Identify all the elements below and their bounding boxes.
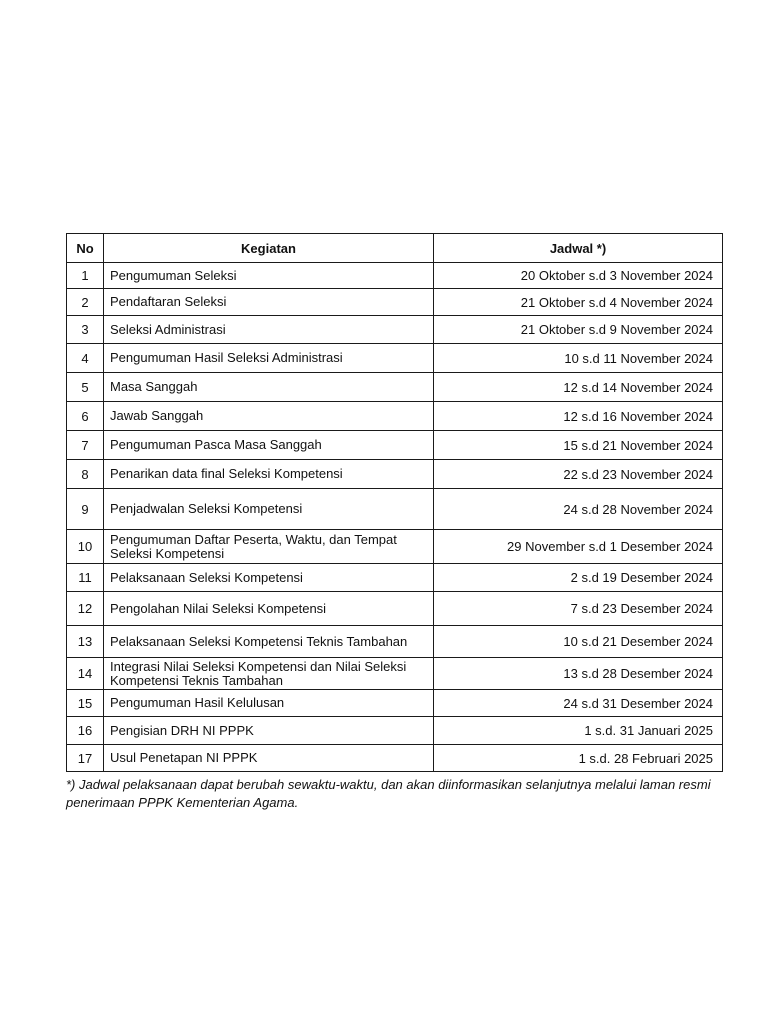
row-kegiatan: Penarikan data final Seleksi Kompetensi <box>104 460 434 489</box>
header-kegiatan: Kegiatan <box>104 234 434 263</box>
row-kegiatan: Pelaksanaan Seleksi Kompetensi Teknis Tambahan <box>104 626 434 658</box>
row-jadwal: 22 s.d 23 November 2024 <box>434 460 723 489</box>
row-kegiatan: Pengumuman Hasil Seleksi Administrasi <box>104 344 434 373</box>
header-no: No <box>67 234 104 263</box>
row-kegiatan: Pengolahan Nilai Seleksi Kompetensi <box>104 592 434 626</box>
row-kegiatan: Pengumuman Daftar Peserta, Waktu, dan Tempat Seleksi Kompetensi <box>104 530 434 564</box>
schedule-table <box>66 233 723 772</box>
table-row <box>67 402 723 431</box>
row-number: 1 <box>67 263 104 289</box>
row-jadwal: 24 s.d 31 Desember 2024 <box>434 690 723 717</box>
table-row <box>67 530 723 564</box>
row-kegiatan: Pengumuman Hasil Kelulusan <box>104 690 434 717</box>
table-row <box>67 373 723 402</box>
table-row <box>67 592 723 626</box>
row-kegiatan: Usul Penetapan NI PPPK <box>104 745 434 772</box>
row-number: 7 <box>67 431 104 460</box>
header-jadwal: Jadwal *) <box>434 234 723 263</box>
row-number: 14 <box>67 658 104 690</box>
row-jadwal: 1 s.d. 28 Februari 2025 <box>434 745 723 772</box>
table-row <box>67 745 723 772</box>
row-kegiatan: Pengisian DRH NI PPPK <box>104 717 434 745</box>
row-kegiatan: Integrasi Nilai Seleksi Kompetensi dan Nilai Seleksi Kompetensi Teknis Tambahan <box>104 658 434 690</box>
row-jadwal: 12 s.d 14 November 2024 <box>434 373 723 402</box>
row-jadwal: 21 Oktober s.d 4 November 2024 <box>434 289 723 316</box>
row-jadwal: 29 November s.d 1 Desember 2024 <box>434 530 723 564</box>
row-kegiatan: Jawab Sanggah <box>104 402 434 431</box>
row-number: 17 <box>67 745 104 772</box>
row-jadwal: 10 s.d 21 Desember 2024 <box>434 626 723 658</box>
table-header-row <box>67 234 723 263</box>
table-row <box>67 316 723 344</box>
row-kegiatan: Pengumuman Seleksi <box>104 263 434 289</box>
row-kegiatan: Pendaftaran Seleksi <box>104 289 434 316</box>
row-jadwal: 20 Oktober s.d 3 November 2024 <box>434 263 723 289</box>
row-jadwal: 21 Oktober s.d 9 November 2024 <box>434 316 723 344</box>
row-number: 4 <box>67 344 104 373</box>
table-row <box>67 690 723 717</box>
table-row <box>67 289 723 316</box>
row-kegiatan: Pengumuman Pasca Masa Sanggah <box>104 431 434 460</box>
row-number: 5 <box>67 373 104 402</box>
row-number: 13 <box>67 626 104 658</box>
row-number: 12 <box>67 592 104 626</box>
row-number: 9 <box>67 489 104 530</box>
table-row <box>67 263 723 289</box>
row-number: 16 <box>67 717 104 745</box>
row-jadwal: 24 s.d 28 November 2024 <box>434 489 723 530</box>
row-jadwal: 15 s.d 21 November 2024 <box>434 431 723 460</box>
table-row <box>67 717 723 745</box>
row-jadwal: 1 s.d. 31 Januari 2025 <box>434 717 723 745</box>
row-number: 15 <box>67 690 104 717</box>
table-row <box>67 431 723 460</box>
table-body <box>67 263 723 772</box>
row-jadwal: 13 s.d 28 Desember 2024 <box>434 658 723 690</box>
row-number: 10 <box>67 530 104 564</box>
row-number: 6 <box>67 402 104 431</box>
row-jadwal: 10 s.d 11 November 2024 <box>434 344 723 373</box>
table-row <box>67 489 723 530</box>
row-kegiatan: Masa Sanggah <box>104 373 434 402</box>
row-jadwal: 12 s.d 16 November 2024 <box>434 402 723 431</box>
row-number: 11 <box>67 564 104 592</box>
table-row <box>67 460 723 489</box>
table-row <box>67 344 723 373</box>
row-jadwal: 7 s.d 23 Desember 2024 <box>434 592 723 626</box>
row-kegiatan: Seleksi Administrasi <box>104 316 434 344</box>
table-row <box>67 626 723 658</box>
row-number: 2 <box>67 289 104 316</box>
table-row <box>67 564 723 592</box>
row-kegiatan: Penjadwalan Seleksi Kompetensi <box>104 489 434 530</box>
row-number: 3 <box>67 316 104 344</box>
table-row <box>67 658 723 690</box>
row-number: 8 <box>67 460 104 489</box>
row-kegiatan: Pelaksanaan Seleksi Kompetensi <box>104 564 434 592</box>
footnote: *) Jadwal pelaksanaan dapat berubah sewaktu-waktu, dan akan diinformasikan selanjutnya melalui laman resmi penerimaan PPPK Kementerian Agama. <box>66 777 711 810</box>
row-jadwal: 2 s.d 19 Desember 2024 <box>434 564 723 592</box>
